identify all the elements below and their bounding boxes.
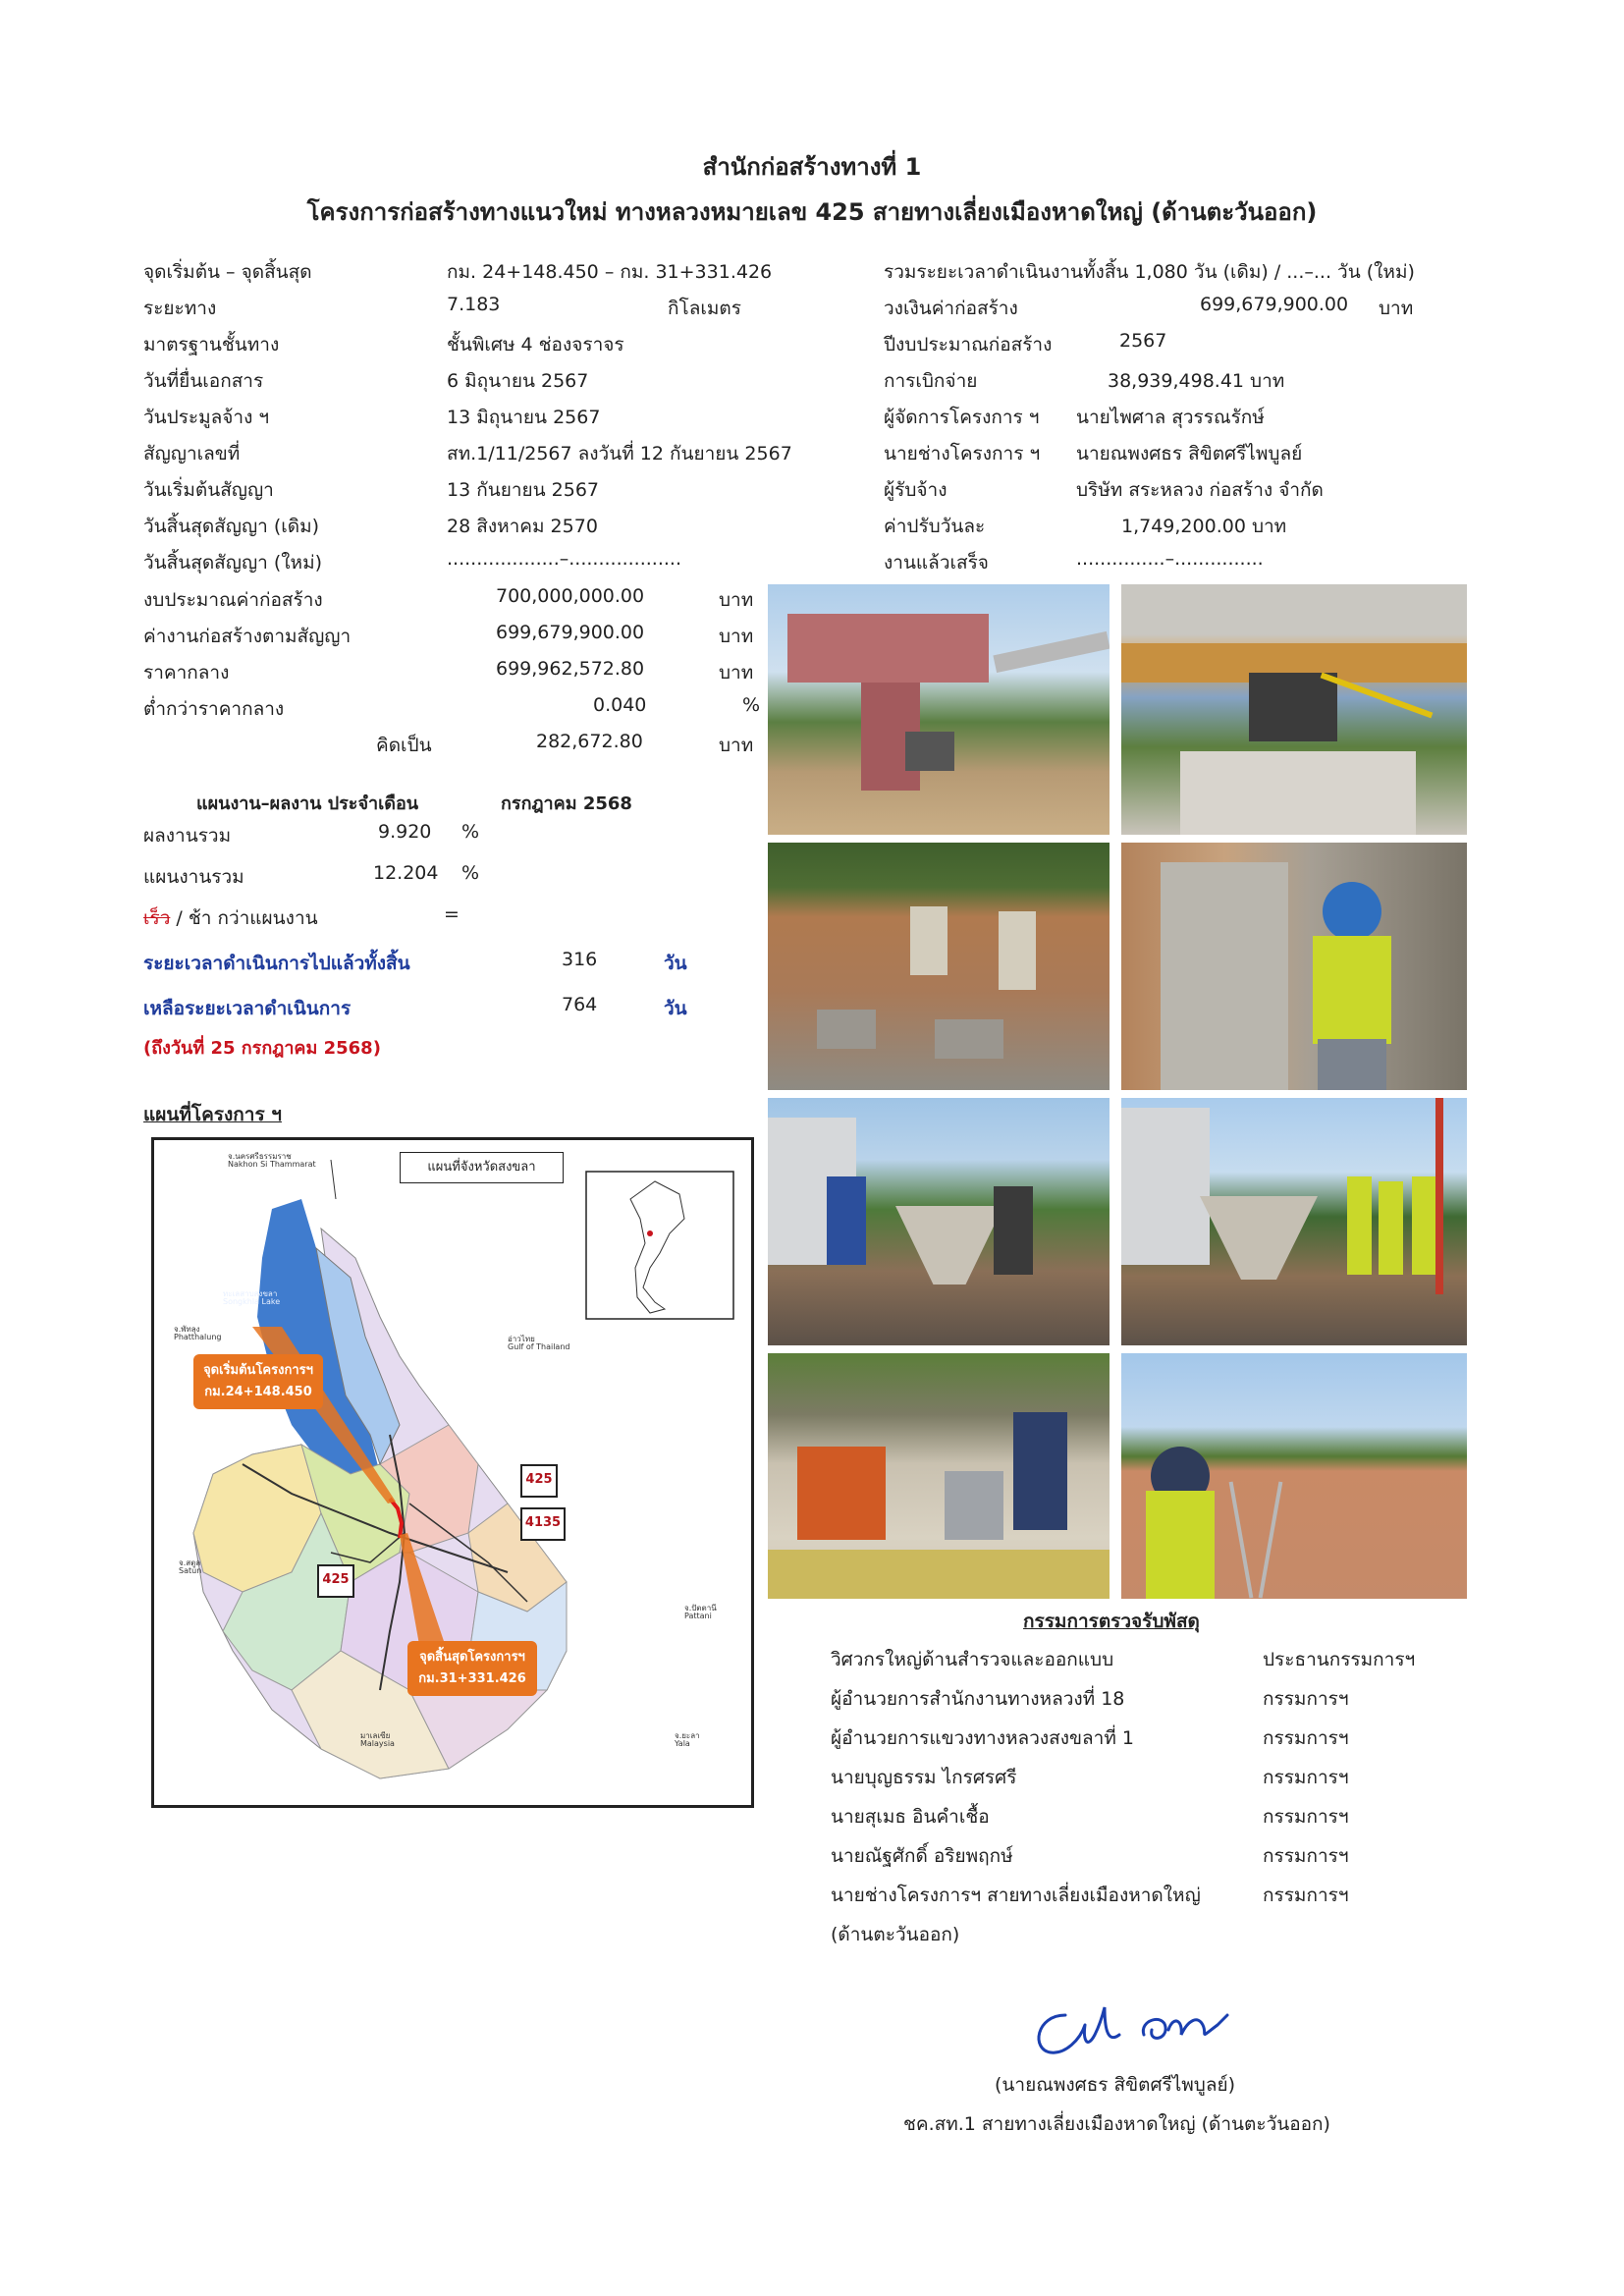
committee-role: กรรมการฯ [1263, 1767, 1349, 1788]
committee-member: วิศวกรใหญ่ด้านสำรวจและออกแบบ [831, 1649, 1114, 1670]
label-phatthalung-en: Phatthalung [174, 1333, 222, 1341]
info-label: สัญญาเลขที่ [143, 443, 241, 465]
label-malaysia-en: Malaysia [360, 1739, 395, 1748]
info-value: ...............–............... [1076, 548, 1264, 570]
info-value: 38,939,498.41 บาท [1108, 370, 1285, 392]
info-label: งานแล้วเสร็จ [884, 552, 989, 574]
photo-pile-testing [768, 1353, 1110, 1599]
as-of-date: (ถึงวันที่ 25 กรกฎาคม 2568) [143, 1038, 381, 1059]
budget-label: ค่างานก่อสร้างตามสัญญา [143, 626, 352, 647]
signer-position: ชค.สท.1 สายทางเลี่ยงเมืองหาดใหญ่ (ด้านตะวันออก) [903, 2113, 1330, 2135]
route-425-marker-west: 425 [317, 1564, 354, 1598]
budget-unit: บาท [719, 662, 754, 683]
end-callout-title: จุดสิ้นสุดโครงการฯ [419, 1650, 525, 1665]
end-callout-km: กม.31+331.426 [418, 1671, 526, 1686]
info-label: นายช่างโครงการ ฯ [884, 443, 1041, 465]
office-title: สำนักก่อสร้างทางที่ 1 [702, 153, 922, 181]
label-satun-en: Satun [179, 1566, 202, 1575]
budget-value: 699,962,572.80 [496, 658, 645, 680]
diff-label [143, 903, 318, 933]
info-value: 2567 [1119, 330, 1167, 352]
info-value: 13 กันยายน 2567 [447, 479, 600, 501]
photo-bridge-pier [768, 584, 1110, 835]
label-nakhon-en: Nakhon Si Thammarat [228, 1160, 316, 1169]
committee-member: ผู้อำนวยการสำนักงานทางหลวงที่ 18 [831, 1688, 1125, 1710]
map-box-label: แผนที่จังหวัดสงขลา [400, 1152, 564, 1183]
committee-member: นายสุเมธ อินคำเชื้อ [831, 1806, 990, 1828]
elapsed-label: ระยะเวลาดำเนินการไปแล้วทั้งสิ้น [143, 953, 410, 974]
info-label: การเบิกจ่าย [884, 370, 978, 392]
start-callout [193, 1354, 323, 1409]
remaining-value: 764 [562, 994, 598, 1015]
label-lake-en: Songkhla Lake [223, 1297, 281, 1306]
label-pattani-en: Pattani [684, 1612, 712, 1620]
budget-label: คิดเป็น [376, 735, 432, 756]
remaining-unit: วัน [664, 998, 687, 1019]
budget-unit: % [742, 694, 761, 716]
info-label: วันเริ่มต้นสัญญา [143, 479, 274, 501]
info-value: 28 สิงหาคม 2570 [447, 516, 598, 537]
diff-eq: = [444, 903, 460, 925]
committee-role: ประธานกรรมการฯ [1263, 1649, 1416, 1670]
info-unit: บาท [1379, 298, 1414, 319]
committee-role: กรรมการฯ [1263, 1806, 1349, 1828]
info-label: วันที่ยื่นเอกสาร [143, 370, 264, 392]
committee-role: กรรมการฯ [1263, 1727, 1349, 1749]
committee-role: กรรมการฯ [1263, 1885, 1349, 1906]
map-heading: แผนที่โครงการ ฯ [143, 1104, 282, 1125]
progress-month: กรกฎาคม 2568 [501, 793, 632, 814]
photo-survey [1121, 1353, 1467, 1599]
info-value: 7.183 [447, 294, 501, 315]
photo-concrete-pouring-2 [1121, 1098, 1467, 1345]
info-label: วงเงินค่าก่อสร้าง [884, 298, 1018, 319]
budget-label: งบประมาณค่าก่อสร้าง [143, 589, 323, 611]
budget-value: 282,672.80 [536, 731, 643, 752]
route-4135-marker: 4135 [520, 1507, 566, 1541]
signer-name: (นายณพงศธร สิขิตศรีไพบูลย์) [995, 2074, 1236, 2096]
budget-unit: บาท [719, 735, 754, 756]
committee-role: กรรมการฯ [1263, 1845, 1349, 1867]
info-label: จุดเริ่มต้น – จุดสิ้นสุด [143, 261, 312, 283]
label-phatthalung-th: จ.พัทลุง [174, 1325, 200, 1334]
info-value: บริษัท สระหลวง ก่อสร้าง จำกัด [1076, 479, 1324, 501]
diff-rest: / ช้า กว่าแผนงาน [170, 907, 318, 929]
actual-label: ผลงานรวม [143, 825, 232, 847]
committee-member-suffix: (ด้านตะวันออก) [831, 1924, 960, 1945]
budget-value: 700,000,000.00 [496, 585, 645, 607]
committee-member: นายช่างโครงการฯ สายทางเลี่ยงเมืองหาดใหญ่ [831, 1885, 1201, 1906]
photo-concrete-pouring-1 [768, 1098, 1110, 1345]
info-label: วันประมูลจ้าง ฯ [143, 407, 270, 428]
budget-unit: บาท [719, 626, 754, 647]
project-map [151, 1137, 754, 1808]
project-title: โครงการก่อสร้างทางแนวใหม่ ทางหลวงหมายเลข 425 สายทางเลี่ยงเมืองหาดใหญ่ (ด้านตะวันออก) [306, 198, 1318, 226]
label-yala-en: Yala [675, 1739, 690, 1748]
info-label: วันสิ้นสุดสัญญา (เดิม) [143, 516, 320, 537]
end-callout [407, 1641, 537, 1696]
budget-label: ราคากลาง [143, 662, 230, 683]
info-value: ชั้นพิเศษ 4 ช่องจราจร [447, 334, 624, 355]
committee-heading: กรรมการตรวจรับพัสดุ [1023, 1611, 1200, 1632]
elapsed-value: 316 [562, 949, 598, 970]
label-yala-th: จ.ยะลา [675, 1731, 700, 1740]
committee-member: นายบุญธรรม ไกรศรศรี [831, 1767, 1017, 1788]
remaining-label: เหลือระยะเวลาดำเนินการ [143, 998, 352, 1019]
plan-unit: % [461, 862, 480, 884]
committee-role: กรรมการฯ [1263, 1688, 1349, 1710]
budget-label: ต่ำกว่าราคากลาง [143, 698, 285, 720]
signature-image [1026, 1995, 1252, 2064]
label-gulf-th: อ่าวไทย [508, 1335, 535, 1343]
actual-value: 9.920 [378, 821, 432, 843]
info-label: ผู้รับจ้าง [884, 479, 947, 501]
info-label: วันสิ้นสุดสัญญา (ใหม่) [143, 552, 323, 574]
info-value: กม. 24+148.450 – กม. 31+331.426 [447, 261, 773, 283]
info-label: ผู้จัดการโครงการ ฯ [884, 407, 1040, 428]
label-malaysia-th: มาเลเซีย [360, 1731, 391, 1740]
info-unit: กิโลเมตร [668, 298, 741, 319]
plan-value: 12.204 [373, 862, 439, 884]
budget-value: 0.040 [593, 694, 647, 716]
info-value: 699,679,900.00 [1200, 294, 1349, 315]
budget-unit: บาท [719, 589, 754, 611]
label-nakhon-th: จ.นครศรีธรรมราช [228, 1152, 292, 1161]
info-value: ...................–................... [447, 548, 682, 570]
info-value: นายณพงศธร สิขิตศรีไพบูลย์ [1076, 443, 1303, 465]
plan-label: แผนงานรวม [143, 866, 244, 888]
photo-bearing-closeup [1121, 584, 1467, 835]
info-label: ค่าปรับวันละ [884, 516, 986, 537]
label-lake-th: ทะเลสาบสงขลา [223, 1289, 278, 1298]
province-map-graphic [154, 1140, 751, 1805]
route-425-marker: 425 [520, 1464, 558, 1498]
info-value: 13 มิถุนายน 2567 [447, 407, 601, 428]
progress-heading: แผนงาน–ผลงาน ประจำเดือน [196, 793, 419, 814]
budget-value: 699,679,900.00 [496, 622, 645, 643]
photo-pile-inspection [1121, 843, 1467, 1090]
info-value: 1,749,200.00 บาท [1121, 516, 1287, 537]
actual-unit: % [461, 821, 480, 843]
photo-pile-excavation [768, 843, 1110, 1090]
info-value: 6 มิถุนายน 2567 [447, 370, 589, 392]
info-label: ระยะทาง [143, 298, 217, 319]
label-satun-th: จ.สตูล [179, 1558, 201, 1567]
info-value: สท.1/11/2567 ลงวันที่ 12 กันยายน 2567 [447, 443, 792, 465]
start-callout-km: กม.24+148.450 [204, 1385, 312, 1399]
label-pattani-th: จ.ปัตตานี [684, 1604, 717, 1613]
committee-member: ผู้อำนวยการแขวงทางหลวงสงขลาที่ 1 [831, 1727, 1134, 1749]
committee-member: นายณัฐศักดิ์ อริยพฤกษ์ [831, 1845, 1013, 1867]
info-value: นายไพศาล สุวรรณรักษ์ [1076, 407, 1265, 428]
elapsed-unit: วัน [664, 953, 687, 974]
info-label: รวมระยะเวลาดำเนินงานทั้งสิ้น 1,080 วัน (เดิม) / ...–... วัน (ใหม่) [884, 261, 1415, 283]
info-label: มาตรฐานชั้นทาง [143, 334, 280, 355]
diff-fast: เร็ว [143, 907, 171, 929]
label-gulf-en: Gulf of Thailand [508, 1342, 570, 1351]
info-label: ปีงบประมาณก่อสร้าง [884, 334, 1053, 355]
start-callout-title: จุดเริ่มต้นโครงการฯ [203, 1363, 313, 1378]
